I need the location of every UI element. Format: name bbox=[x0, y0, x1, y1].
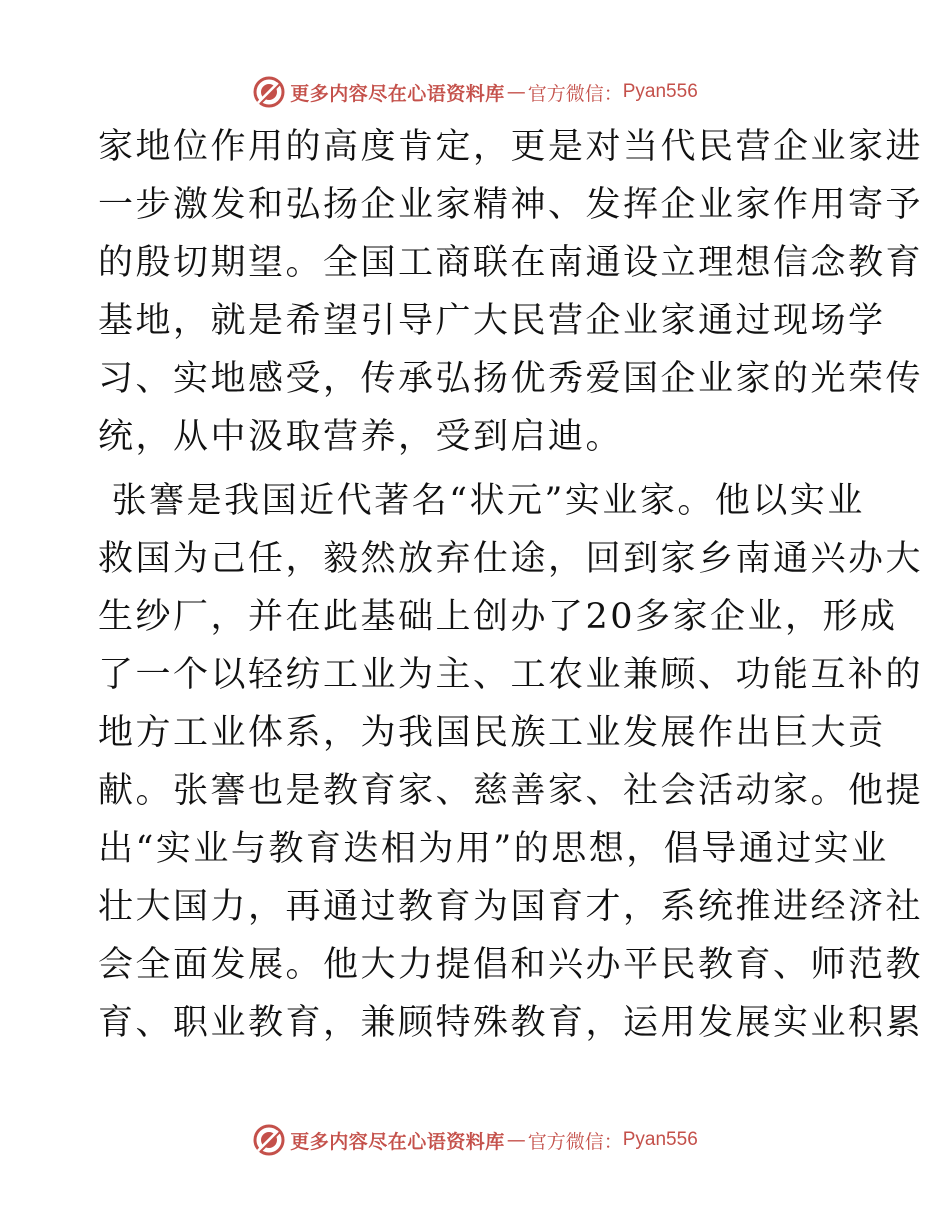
header-wechat-id: Pyan556 bbox=[622, 81, 698, 102]
footer-wechat-id: Pyan556 bbox=[622, 1129, 698, 1150]
text-line: 生纱厂，并在此基础上创办了20多家企业，形成 bbox=[98, 597, 898, 637]
text-line: 一步激发和弘扬企业家精神、发挥企业家作用寄予 bbox=[98, 185, 924, 225]
text-line: 的殷切期望。全国工商联在南通设立理想信念教育 bbox=[98, 243, 924, 283]
header-wechat-label: 官方微信： bbox=[527, 82, 623, 105]
text-line: 献。张謇也是教育家、慈善家、社会活动家。他提 bbox=[98, 771, 924, 811]
text-line: 基地，就是希望引导广大民营企业家通过现场学 bbox=[98, 301, 886, 341]
text-line: 家地位作用的高度肯定，更是对当代民营企业家进 bbox=[98, 127, 924, 167]
footer-wechat-label: 官方微信： bbox=[527, 1130, 623, 1153]
text-line: 出“实业与教育迭相为用”的思想，倡导通过实业 bbox=[98, 829, 889, 869]
text-line: 张謇是我国近代著名“状元”实业家。他以实业 bbox=[98, 481, 865, 521]
text-line: 会全面发展。他大力提倡和兴办平民教育、师范教 bbox=[98, 945, 924, 985]
header-banner bbox=[0, 72, 950, 112]
footer-banner bbox=[0, 1120, 950, 1160]
text-line: 救国为己任，毅然放弃仕途，回到家乡南通兴办大 bbox=[98, 539, 924, 579]
brand-logo-icon bbox=[252, 75, 286, 109]
text-line: 育、职业教育，兼顾特殊教育，运用发展实业积累 bbox=[98, 1003, 924, 1043]
text-line: 了一个以轻纺工业为主、工农业兼顾、功能互补的 bbox=[98, 655, 924, 695]
brand-logo-icon bbox=[252, 1123, 286, 1157]
text-line: 习、实地感受，传承弘扬优秀爱国企业家的光荣传 bbox=[98, 359, 924, 399]
text-line: 壮大国力，再通过教育为国育才，系统推进经济社 bbox=[98, 887, 924, 927]
header-separator: — bbox=[506, 81, 526, 103]
paragraph-2 bbox=[98, 472, 924, 1052]
text-line: 统，从中汲取营养，受到启迪。 bbox=[98, 417, 624, 457]
text-line: 地方工业体系，为我国民族工业发展作出巨大贡 bbox=[98, 713, 886, 753]
header-banner-text: 更多内容尽在心语资料库 bbox=[290, 82, 505, 105]
footer-banner-text: 更多内容尽在心语资料库 bbox=[290, 1130, 505, 1153]
document-body bbox=[98, 118, 924, 1052]
footer-separator: — bbox=[506, 1129, 526, 1151]
paragraph-1 bbox=[98, 118, 924, 466]
